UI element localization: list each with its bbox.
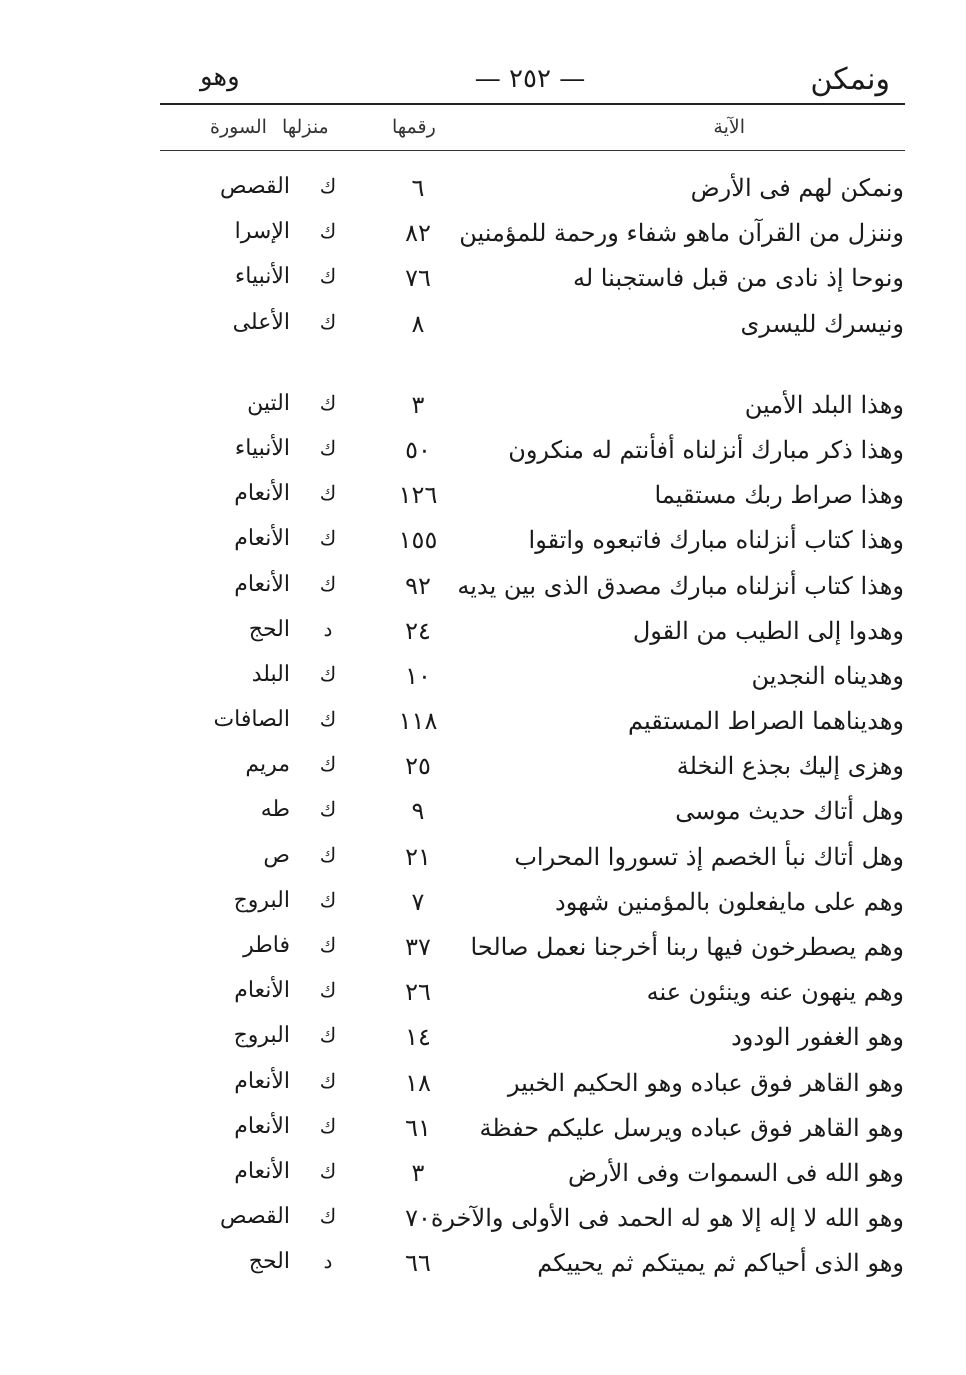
col-surah: السورة xyxy=(210,116,267,138)
surah-name: الحج xyxy=(248,616,290,642)
surah-name: الأعلى xyxy=(232,309,290,335)
ayah-number: ١٨ xyxy=(405,1068,431,1097)
surah-name: الأنعام xyxy=(234,1068,290,1094)
ayah-text: وهديناه النجدين xyxy=(751,661,904,690)
ayah-text: وهدوا إلى الطيب من القول xyxy=(632,616,904,645)
col-number: رقمها xyxy=(392,116,436,138)
revelation-place: ك xyxy=(319,264,337,289)
ayah-number: ٣ xyxy=(411,390,425,419)
table-row xyxy=(160,258,910,303)
ayah-number: ١٤ xyxy=(405,1023,431,1052)
ayah-number: ١١٨ xyxy=(398,707,438,736)
ayah-number: ٢٦ xyxy=(405,978,431,1007)
table-row xyxy=(160,520,910,565)
ayah-text: وهو الغفور الودود xyxy=(731,1023,904,1052)
ayah-number: ٢٥ xyxy=(405,752,431,781)
ayah-number: ٨ xyxy=(411,309,425,338)
table-row xyxy=(160,1017,910,1062)
ayah-text: وهذا كتاب أنزلناه مبارك مصدق الذى بين يديه xyxy=(457,571,904,600)
col-place: منزلها xyxy=(282,116,329,138)
ayah-number: ١٠ xyxy=(405,661,431,690)
ayah-text: وهو القاهر فوق عباده وهو الحكيم الخبير xyxy=(507,1068,904,1097)
surah-name: الأنعام xyxy=(234,1158,290,1184)
table-row xyxy=(160,566,910,611)
revelation-place: ك xyxy=(319,1113,337,1138)
ayah-number: ١٢٦ xyxy=(398,481,438,510)
ayah-text: وهديناهما الصراط المستقيم xyxy=(628,707,904,736)
surah-name: ص xyxy=(263,842,290,868)
ayah-text: وهو الله لا إله إلا هو له الحمد فى الأولى والآخرة xyxy=(430,1204,904,1233)
revelation-place: ك xyxy=(319,219,337,244)
surah-name: الأنعام xyxy=(234,526,290,552)
revelation-place: ك xyxy=(319,1068,337,1093)
ayah-text: وهذا البلد الأمين xyxy=(744,390,904,419)
ayah-text: وهذا صراط ربك مستقيما xyxy=(654,481,904,510)
ayah-text: وهذا ذكر مبارك أنزلناه أفأنتم له منكرون xyxy=(508,435,904,464)
surah-name: فاطر xyxy=(243,933,290,958)
ayah-text: وهو الذى أحياكم ثم يميتكم ثم يحييكم xyxy=(537,1249,904,1278)
surah-name: الأنبياء xyxy=(234,264,290,290)
surah-name: الحج xyxy=(248,1249,290,1275)
table-row xyxy=(160,746,910,791)
ayah-number: ٧٠ xyxy=(405,1204,431,1233)
page-number: — ٢٥٢ — xyxy=(474,64,586,94)
revelation-place: د xyxy=(323,616,333,641)
surah-name: طه xyxy=(260,797,290,823)
table-row xyxy=(160,882,910,927)
revelation-place: ك xyxy=(319,842,337,867)
table-row xyxy=(160,837,910,882)
revelation-place: ك xyxy=(319,1023,337,1048)
revelation-place: ك xyxy=(319,797,337,822)
ayah-text: وهذا كتاب أنزلناه مبارك فاتبعوه واتقوا xyxy=(528,526,904,555)
revelation-place: ك xyxy=(319,752,337,777)
table-row xyxy=(160,927,910,972)
revelation-place: ك xyxy=(319,1158,337,1183)
column-rule xyxy=(160,150,905,151)
ayah-number: ٧ xyxy=(411,887,425,916)
ayah-number: ٣ xyxy=(411,1158,425,1187)
ayah-text: وهم ينهون عنه وينئون عنه xyxy=(646,978,904,1007)
revelation-place: ك xyxy=(319,174,337,198)
revelation-place: ك xyxy=(319,526,337,551)
ayah-number: ٦ xyxy=(411,174,425,202)
table-row xyxy=(160,656,910,701)
ayah-text: وهل أتاك حديث موسى xyxy=(675,797,904,826)
revelation-place: ك xyxy=(319,887,337,912)
ayah-number: ٦٦ xyxy=(405,1249,431,1278)
revelation-place: ك xyxy=(319,481,337,506)
ayah-text: ونمكن لهم فى الأرض xyxy=(690,174,904,202)
revelation-place: ك xyxy=(319,435,337,460)
surah-name: التين xyxy=(247,390,290,416)
revelation-place: ك xyxy=(319,1204,337,1229)
table-row xyxy=(160,972,910,1017)
ayah-text: وهم على مايفعلون بالمؤمنين شهود xyxy=(555,887,904,916)
surah-name: الأنعام xyxy=(234,571,290,597)
table-row xyxy=(160,385,910,430)
header-catchword-left: وهو xyxy=(200,62,240,92)
table-row xyxy=(160,1108,910,1153)
table-row xyxy=(160,168,910,213)
surah-name: القصص xyxy=(220,1204,290,1230)
revelation-place: ك xyxy=(319,933,337,957)
ayah-number: ٩٢ xyxy=(405,571,431,600)
ayah-number: ٨٢ xyxy=(405,219,431,248)
table-row xyxy=(160,1153,910,1198)
surah-name: القصص xyxy=(220,174,290,199)
surah-name: البروج xyxy=(233,1023,290,1049)
header-rule xyxy=(160,103,905,105)
table-row xyxy=(160,701,910,746)
table-row xyxy=(160,430,910,475)
surah-name: مريم xyxy=(245,752,290,778)
revelation-place: ك xyxy=(319,978,337,1003)
table-row xyxy=(160,304,910,349)
ayah-number: ٧٦ xyxy=(405,264,431,293)
header-catchword-right: ونمكن xyxy=(810,62,890,97)
revelation-place: ك xyxy=(319,571,337,596)
surah-name: الصافات xyxy=(213,707,290,733)
ayah-text: وننزل من القرآن ماهو شفاء ورحمة للمؤمنين xyxy=(459,219,904,248)
surah-name: الإسرا xyxy=(234,219,290,245)
surah-name: البروج xyxy=(233,887,290,913)
ayah-text: ونيسرك لليسرى xyxy=(740,309,904,338)
column-headers xyxy=(160,112,905,144)
ayah-text: ونوحا إذ نادى من قبل فاستجبنا له xyxy=(572,264,904,293)
surah-name: الأنبياء xyxy=(234,435,290,461)
ayah-text: وهو القاهر فوق عباده ويرسل عليكم حفظة xyxy=(479,1113,904,1142)
page-header xyxy=(160,60,900,100)
surah-name: البلد xyxy=(251,661,290,687)
ayah-text: وهو الله فى السموات وفى الأرض xyxy=(567,1158,904,1187)
revelation-place: د xyxy=(323,1249,333,1274)
ayah-number: ٥٠ xyxy=(405,435,431,464)
ayah-number: ٦١ xyxy=(405,1113,431,1142)
revelation-place: ك xyxy=(319,309,337,334)
table-row xyxy=(160,475,910,520)
ayah-text: وهزى إليك بجذع النخلة xyxy=(676,752,904,781)
revelation-place: ك xyxy=(319,707,337,732)
index-table xyxy=(160,168,910,1289)
ayah-number: ٢٤ xyxy=(405,616,431,645)
table-row xyxy=(160,791,910,836)
table-row xyxy=(160,1063,910,1108)
table-row xyxy=(160,1198,910,1243)
table-row xyxy=(160,611,910,656)
surah-name: الأنعام xyxy=(234,978,290,1004)
surah-name: الأنعام xyxy=(234,1113,290,1139)
col-ayah: الآية xyxy=(713,116,745,138)
ayah-text: وهل أتاك نبأ الخصم إذ تسوروا المحراب xyxy=(514,842,904,871)
ayah-number: ٩ xyxy=(411,797,425,826)
revelation-place: ك xyxy=(319,390,337,415)
table-row xyxy=(160,213,910,258)
ayah-number: ١٥٥ xyxy=(398,526,438,555)
ayah-text: وهم يصطرخون فيها ربنا أخرجنا نعمل صالحا xyxy=(470,933,904,961)
ayah-number: ٢١ xyxy=(405,842,431,871)
ayah-number: ٣٧ xyxy=(405,933,431,961)
table-row xyxy=(160,1243,910,1288)
surah-name: الأنعام xyxy=(234,481,290,507)
revelation-place: ك xyxy=(319,661,337,686)
